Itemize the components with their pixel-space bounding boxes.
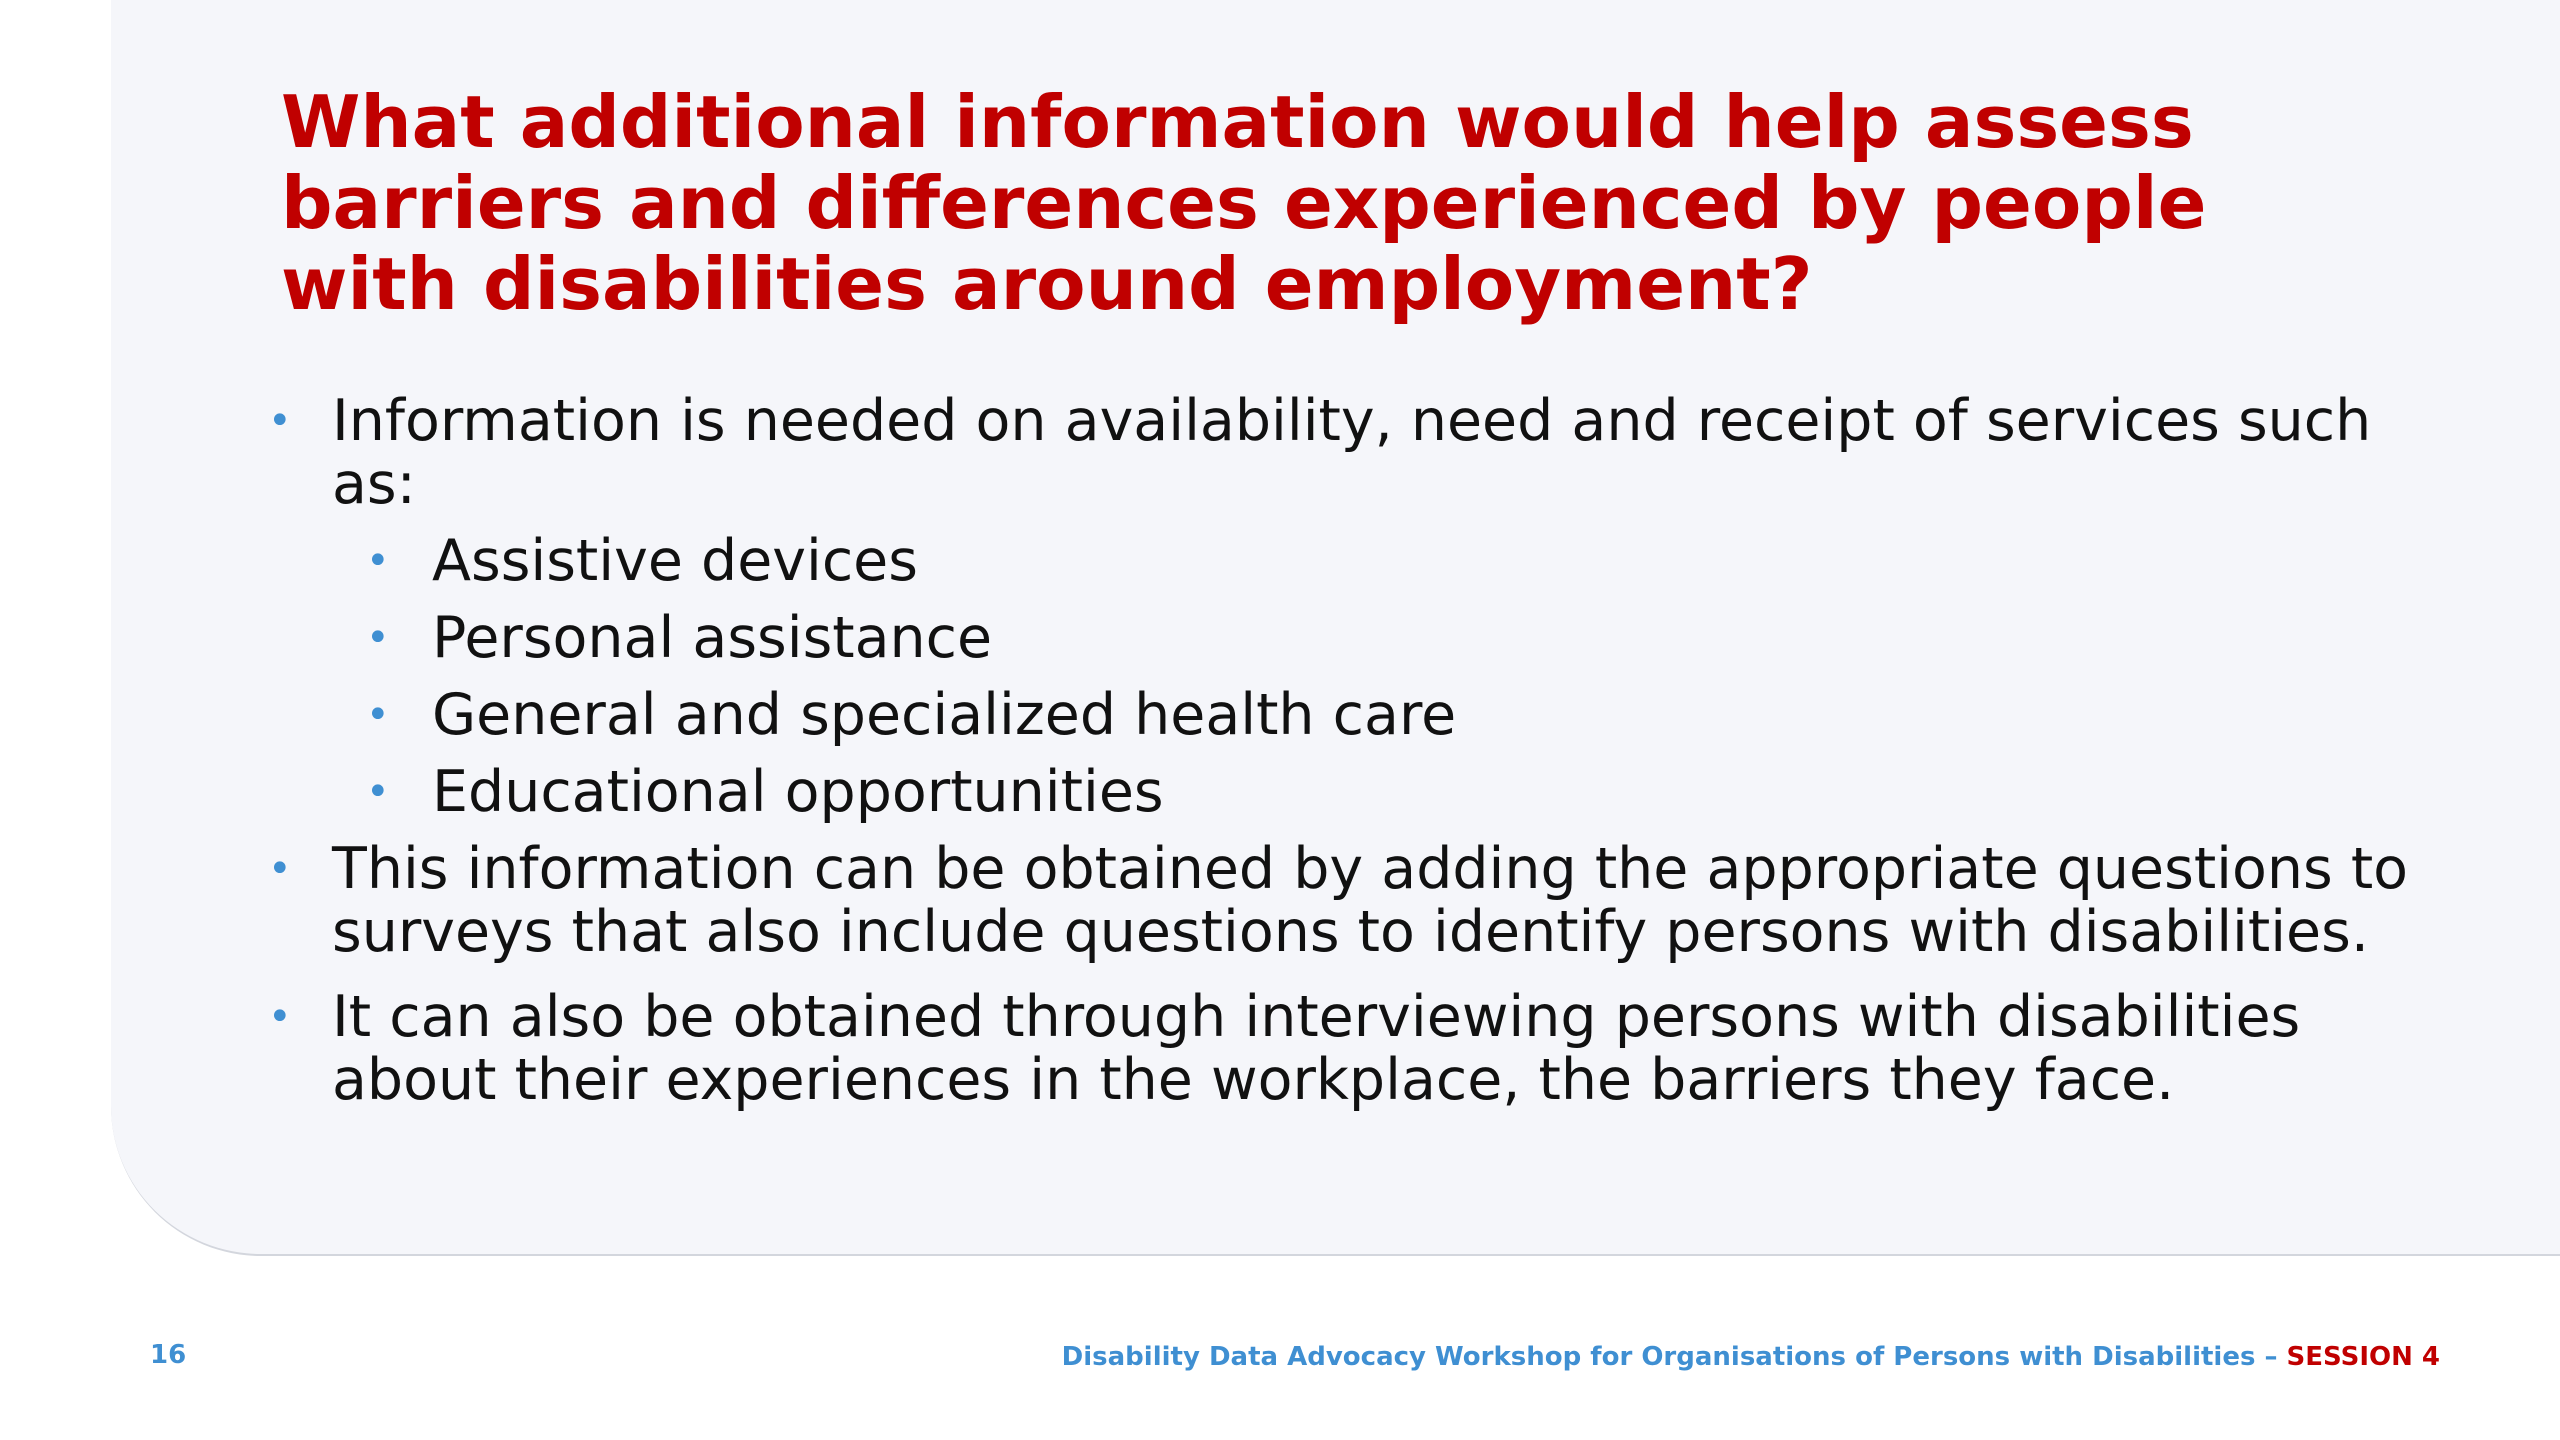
sub-bullet-text: General and specialized health care	[432, 682, 1457, 748]
sub-bullet-text: Educational opportunities	[432, 759, 1164, 825]
bullet-dot-icon: •	[268, 994, 292, 1040]
bullet-dot-icon: •	[268, 398, 292, 444]
bullet-item	[268, 986, 2448, 1112]
sub-bullet-item	[268, 530, 2448, 593]
footer-separator: –	[2255, 1342, 2287, 1372]
sub-bullet-item	[268, 761, 2448, 824]
sub-bullet-item	[268, 607, 2448, 670]
bullet-dot-icon: •	[268, 846, 292, 892]
footer-title	[1062, 1342, 2440, 1372]
workshop-title: Disability Data Advocacy Workshop for Organisations of Persons with Disabilities	[1061, 1342, 2256, 1372]
bullet-text: This information can be obtained by adding the appropriate questions to surveys that also include questions to identify persons with disabilities.	[332, 836, 2409, 965]
sub-bullet-text: Personal assistance	[432, 605, 993, 671]
bullet-dot-icon: •	[366, 692, 390, 738]
bullet-dot-icon: •	[366, 769, 390, 815]
bullet-list	[268, 390, 2448, 1112]
sub-bullet-item	[268, 684, 2448, 747]
bullet-item	[268, 838, 2448, 964]
bullet-text: It can also be obtained through interviewing persons with disabilities about their experiences in the workplace, the barriers they face.	[332, 984, 2301, 1113]
sub-bullet-list	[332, 530, 2448, 824]
sub-bullet-text: Assistive devices	[432, 528, 918, 594]
bullet-item	[268, 390, 2448, 824]
page-number: 16	[150, 1340, 187, 1370]
bullet-dot-icon: •	[366, 615, 390, 661]
slide-title: What additional information would help assess barriers and differences experienced by people with disabilities around employment?	[281, 80, 2207, 326]
bullet-dot-icon: •	[366, 538, 390, 584]
bullet-text: Information is needed on availability, need and receipt of services such as:	[332, 388, 2372, 517]
session-label: SESSION 4	[2286, 1342, 2440, 1372]
